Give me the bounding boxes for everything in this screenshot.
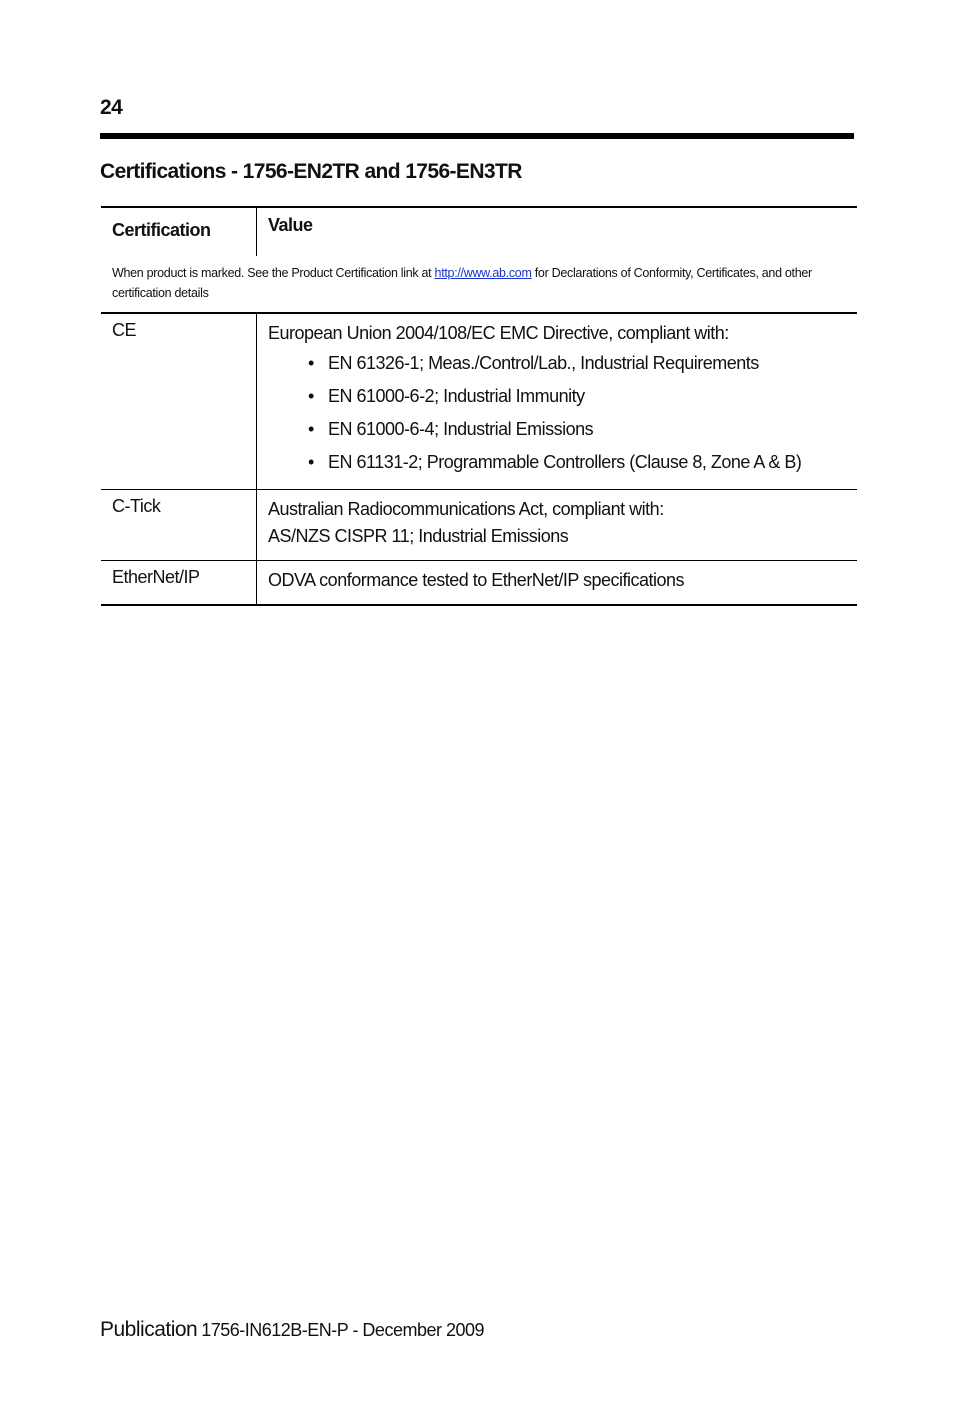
list-item <box>308 347 857 380</box>
table-row-ethernet-ip <box>101 560 857 604</box>
list-item-text: EN 61000-6-2; Industrial Immunity <box>328 386 585 406</box>
table-header-row <box>101 208 857 256</box>
cell-value-ethernet-ip <box>257 561 857 604</box>
table-row-c-tick <box>101 489 857 560</box>
cell-value-c-tick <box>257 490 857 560</box>
list-item <box>308 380 857 413</box>
note-text-after-link: for Declarations of Conformity, Certificates, and other certification details <box>112 266 812 300</box>
table-row-ce <box>101 314 857 489</box>
note-text-before-link: When product is marked. See the Product Certification link at <box>112 266 435 280</box>
certifications-table <box>101 206 857 606</box>
page-footer <box>100 1318 484 1342</box>
table-note <box>101 256 857 314</box>
bullet-icon: • <box>308 419 314 439</box>
cell-certification-ce: CE <box>101 314 257 489</box>
list-item-text: EN 61000-6-4; Industrial Emissions <box>328 419 594 439</box>
column-header-value: Value <box>268 215 313 235</box>
ethernet-ip-line-1: ODVA conformance tested to EtherNet/IP specifications <box>268 570 685 590</box>
list-item <box>308 446 857 479</box>
footer-publication-id: 1756-IN612B-EN-P - December 2009 <box>201 1320 485 1340</box>
cell-value-ce <box>257 314 857 489</box>
list-item-text: EN 61131-2; Programmable Controllers (Clause 8, Zone A & B) <box>328 452 802 472</box>
ab-website-link[interactable]: http://www.ab.com <box>434 266 532 280</box>
ce-standards-list <box>268 347 857 479</box>
cell-certification-ethernet-ip: EtherNet/IP <box>101 561 257 604</box>
column-header-certification: Certification <box>101 208 257 256</box>
list-item <box>308 413 857 446</box>
header-rule <box>100 133 854 139</box>
bullet-icon: • <box>308 452 314 472</box>
c-tick-line-1: Australian Radiocommunications Act, compliant with: <box>268 499 664 519</box>
page-number: 24 <box>100 96 123 119</box>
c-tick-line-2: AS/NZS CISPR 11; Industrial Emissions <box>268 526 569 546</box>
cell-certification-c-tick: C-Tick <box>101 490 257 560</box>
bullet-icon: • <box>308 353 314 373</box>
ce-intro-text: European Union 2004/108/EC EMC Directive, compliant with: <box>268 323 729 343</box>
footer-label: Publication <box>100 1318 198 1341</box>
bullet-icon: • <box>308 386 314 406</box>
list-item-text: EN 61326-1; Meas./Control/Lab., Industrial Requirements <box>328 353 759 373</box>
section-title: Certifications - 1756-EN2TR and 1756-EN3TR <box>100 160 522 183</box>
